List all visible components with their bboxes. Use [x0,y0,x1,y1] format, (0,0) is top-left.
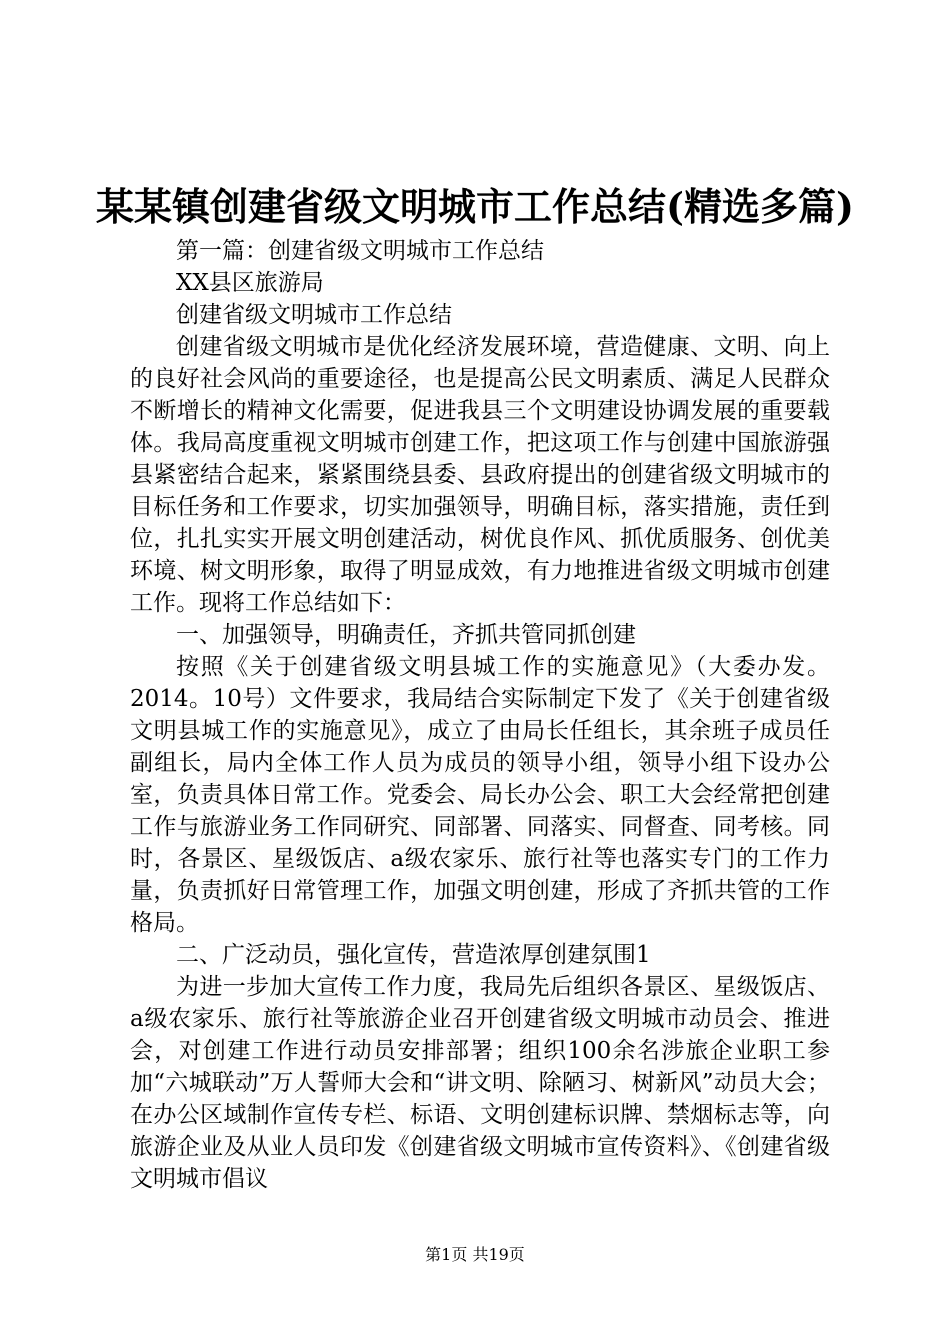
body-paragraph-publicity: 为进一步加大宣传工作力度，我局先后组织各景区、星级饭店、a级农家乐、旅行社等旅游企业召开创建省级文明城市动员会、推进会，对创建工作进行动员安排部署；组织100余名涉旅企业职工参加“六城联动”万人誓师大会和“讲文明、除陋习、树新风”动员大会；在办公区域制作宣传专栏、标语、文明创建标识牌、禁烟标志等，向旅游企业及从业人员印发《创建省级文明城市宣传资料》、《创建省级文明城市倡议 [130,974,830,1192]
section-heading-part-one: 第一篇：创建省级文明城市工作总结 [176,238,544,264]
page-number-footer: 第1页 共19页 [425,1245,525,1264]
issuer-line: XX县区旅游局 [176,270,324,296]
section-heading-one: 一、加强领导，明确责任，齐抓共管同抓创建 [176,622,636,648]
document-body [130,235,830,1195]
section-heading-two: 二、广泛动员，强化宣传，营造浓厚创建氛围1 [176,942,651,968]
body-paragraph-intro: 创建省级文明城市是优化经济发展环境，营造健康、文明、向上的良好社会风尚的重要途径，也是提高公民文明素质、满足人民群众不断增长的精神文化需要，促进我县三个文明建设协调发展的重要载体。我局高度重视文明城市创建工作，把这项工作与创建中国旅游强县紧密结合起来，紧紧围绕县委、县政府提出的创建省级文明城市的目标任务和工作要求，切实加强领导，明确目标，落实措施，责任到位，扎扎实实开展文明创建活动，树优良作风、抓优质服务、创优美环境、树文明形象，取得了明显成效，有力地推进省级文明城市创建工作。现将工作总结如下： [130,334,830,616]
document-title: 某某镇创建省级文明城市工作总结(精选多篇) [96,184,854,229]
report-subtitle: 创建省级文明城市工作总结 [176,302,452,328]
body-paragraph-leadership: 按照《关于创建省级文明县城工作的实施意见》（大委办发。2014。10号）文件要求，我局结合实际制定下发了《关于创建省级文明县城工作的实施意见》，成立了由局长任组长，其余班子成员任副组长，局内全体工作人员为成员的领导小组，领导小组下设办公室，负责具体日常工作。党委会、局长办公会、职工大会经常把创建工作与旅游业务工作同研究、同部署、同落实、同督查、同考核。同时，各景区、星级饭店、a级农家乐、旅行社等也落实专门的工作力量，负责抓好日常管理工作，加强文明创建，形成了齐抓共管的工作格局。 [130,654,830,936]
